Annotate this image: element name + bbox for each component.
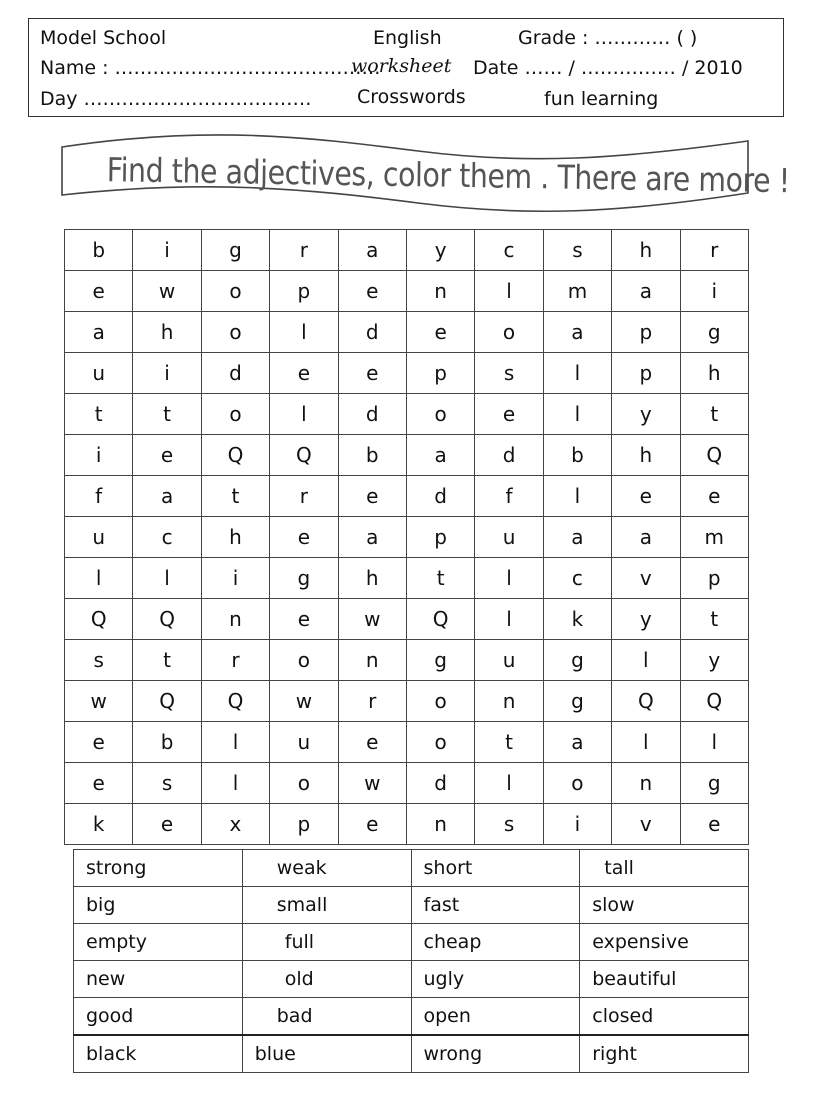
grid-cell[interactable]: h <box>680 353 748 394</box>
word-list-cell: slow <box>580 887 749 924</box>
grid-cell[interactable]: r <box>270 230 338 271</box>
grid-cell[interactable]: c <box>133 517 201 558</box>
grid-cell[interactable]: h <box>201 517 269 558</box>
word-list-cell: ugly <box>411 961 580 998</box>
grid-cell[interactable]: e <box>65 271 133 312</box>
grid-cell[interactable]: x <box>201 804 269 845</box>
grid-cell[interactable]: o <box>406 681 474 722</box>
grid-cell[interactable]: i <box>680 271 748 312</box>
grid-cell[interactable]: e <box>338 271 406 312</box>
grid-cell[interactable]: i <box>201 558 269 599</box>
grid-cell[interactable]: h <box>612 435 680 476</box>
grid-cell[interactable]: g <box>543 681 611 722</box>
grid-cell[interactable]: o <box>201 312 269 353</box>
word-list-cell: old <box>242 961 411 998</box>
word-list-row <box>74 850 749 887</box>
grid-cell[interactable]: i <box>133 353 201 394</box>
grid-cell[interactable]: w <box>270 681 338 722</box>
word-search-grid <box>64 229 749 845</box>
grid-cell[interactable]: b <box>65 230 133 271</box>
grid-cell[interactable]: l <box>680 722 748 763</box>
grid-cell[interactable]: e <box>680 476 748 517</box>
day-field: Day ……………………………… <box>40 88 312 110</box>
grid-cell[interactable]: n <box>338 640 406 681</box>
word-list-cell: big <box>74 887 243 924</box>
grid-cell[interactable]: u <box>270 722 338 763</box>
grid-cell[interactable]: w <box>338 599 406 640</box>
subject-label: English <box>373 27 442 49</box>
word-list-cell: cheap <box>411 924 580 961</box>
grid-cell[interactable]: d <box>338 394 406 435</box>
grid-cell[interactable]: e <box>475 394 543 435</box>
word-list-cell: beautiful <box>580 961 749 998</box>
grid-cell[interactable]: l <box>475 558 543 599</box>
grid-cell[interactable]: t <box>680 599 748 640</box>
grid-cell[interactable]: a <box>133 476 201 517</box>
grid-cell[interactable]: e <box>406 312 474 353</box>
worksheet-header <box>28 18 784 117</box>
grid-cell[interactable]: u <box>475 517 543 558</box>
grid-row <box>65 394 749 435</box>
grid-cell[interactable]: n <box>475 681 543 722</box>
grid-cell[interactable]: p <box>680 558 748 599</box>
grid-cell[interactable]: d <box>475 435 543 476</box>
grid-cell[interactable]: m <box>543 271 611 312</box>
grid-cell[interactable]: w <box>133 271 201 312</box>
grid-cell[interactable]: e <box>133 804 201 845</box>
grid-cell[interactable]: e <box>338 476 406 517</box>
grid-cell[interactable]: l <box>612 640 680 681</box>
grid-cell[interactable]: f <box>475 476 543 517</box>
grid-cell[interactable]: w <box>65 681 133 722</box>
grid-cell[interactable]: Q <box>201 435 269 476</box>
grid-cell[interactable]: m <box>680 517 748 558</box>
word-list-cell: new <box>74 961 243 998</box>
grid-cell[interactable]: o <box>406 394 474 435</box>
grid-cell[interactable]: r <box>338 681 406 722</box>
grid-cell[interactable]: g <box>680 763 748 804</box>
grid-cell[interactable]: a <box>543 517 611 558</box>
grid-cell[interactable]: h <box>612 230 680 271</box>
grid-cell[interactable]: f <box>65 476 133 517</box>
grid-cell[interactable]: p <box>270 271 338 312</box>
grid-row <box>65 271 749 312</box>
grid-cell[interactable]: l <box>133 558 201 599</box>
grid-cell[interactable]: t <box>65 394 133 435</box>
grid-cell[interactable]: t <box>406 558 474 599</box>
grid-row <box>65 558 749 599</box>
grid-cell[interactable]: t <box>680 394 748 435</box>
grid-row <box>65 230 749 271</box>
grid-cell[interactable]: a <box>543 312 611 353</box>
grid-cell[interactable]: d <box>201 353 269 394</box>
grid-cell[interactable]: n <box>406 271 474 312</box>
grid-cell[interactable]: g <box>543 640 611 681</box>
grid-cell[interactable]: d <box>406 476 474 517</box>
grid-cell[interactable]: u <box>65 517 133 558</box>
grid-cell[interactable]: p <box>270 804 338 845</box>
grid-cell[interactable]: e <box>338 804 406 845</box>
grid-cell[interactable]: s <box>475 353 543 394</box>
grid-cell[interactable]: y <box>680 640 748 681</box>
date-field: Date …… / …………… / 2010 <box>473 57 743 79</box>
word-list-cell: strong <box>74 850 243 887</box>
grid-cell[interactable]: e <box>270 599 338 640</box>
grid-cell[interactable]: h <box>133 312 201 353</box>
grid-cell[interactable]: r <box>270 476 338 517</box>
grid-cell[interactable]: e <box>338 353 406 394</box>
word-list-cell: expensive <box>580 924 749 961</box>
grid-cell[interactable]: l <box>543 394 611 435</box>
word-list-row <box>74 961 749 998</box>
grid-cell[interactable]: a <box>543 722 611 763</box>
grid-cell[interactable]: s <box>133 763 201 804</box>
grid-cell[interactable]: a <box>612 517 680 558</box>
grid-cell[interactable]: p <box>406 353 474 394</box>
grid-cell[interactable]: g <box>680 312 748 353</box>
grid-cell[interactable]: i <box>133 230 201 271</box>
word-list-cell: fast <box>411 887 580 924</box>
grid-cell[interactable]: b <box>543 435 611 476</box>
grid-cell[interactable]: l <box>475 271 543 312</box>
grid-row <box>65 312 749 353</box>
crosswords-label: Crosswords <box>357 86 466 108</box>
grid-cell[interactable]: t <box>475 722 543 763</box>
grid-cell[interactable]: c <box>475 230 543 271</box>
grid-row <box>65 517 749 558</box>
grid-cell[interactable]: e <box>270 353 338 394</box>
grid-cell[interactable]: g <box>270 558 338 599</box>
word-list-cell: closed <box>580 998 749 1036</box>
grid-cell[interactable]: a <box>65 312 133 353</box>
grid-row <box>65 640 749 681</box>
grade-field: Grade : ………… ( ) <box>518 27 698 49</box>
grid-cell[interactable]: w <box>338 763 406 804</box>
grid-cell[interactable]: a <box>338 517 406 558</box>
grid-cell[interactable]: o <box>270 640 338 681</box>
grid-cell[interactable]: h <box>338 558 406 599</box>
word-list-row <box>74 887 749 924</box>
grid-row <box>65 476 749 517</box>
grid-cell[interactable]: Q <box>612 681 680 722</box>
grid-cell[interactable]: i <box>543 804 611 845</box>
word-list-cell: weak <box>242 850 411 887</box>
grid-cell[interactable]: Q <box>133 681 201 722</box>
grid-cell[interactable]: i <box>65 435 133 476</box>
grid-row <box>65 763 749 804</box>
grid-cell[interactable]: r <box>680 230 748 271</box>
word-list-cell: right <box>580 1035 749 1073</box>
grid-cell[interactable]: g <box>406 640 474 681</box>
grid-cell[interactable]: u <box>475 640 543 681</box>
grid-cell[interactable]: l <box>270 312 338 353</box>
grid-cell[interactable]: p <box>612 312 680 353</box>
grid-cell[interactable]: a <box>406 435 474 476</box>
grid-cell[interactable]: t <box>133 640 201 681</box>
grid-cell[interactable]: l <box>65 558 133 599</box>
grid-cell[interactable]: y <box>612 599 680 640</box>
grid-cell[interactable]: p <box>612 353 680 394</box>
word-list-row <box>74 1035 749 1073</box>
grid-cell[interactable]: o <box>543 763 611 804</box>
grid-cell[interactable]: o <box>475 312 543 353</box>
grid-cell[interactable]: e <box>270 517 338 558</box>
banner-instruction-text: Find the adjectives, color them . There are more ! <box>106 150 790 201</box>
grid-cell[interactable]: Q <box>201 681 269 722</box>
word-list-cell: tall <box>580 850 749 887</box>
grid-row <box>65 681 749 722</box>
grid-cell[interactable]: e <box>65 763 133 804</box>
grid-cell[interactable]: v <box>612 804 680 845</box>
grid-cell[interactable]: t <box>201 476 269 517</box>
grid-row <box>65 722 749 763</box>
word-list-row <box>74 924 749 961</box>
grid-row <box>65 435 749 476</box>
grid-cell[interactable]: r <box>201 640 269 681</box>
grid-cell[interactable]: b <box>338 435 406 476</box>
grid-cell[interactable]: l <box>201 763 269 804</box>
grid-cell[interactable]: Q <box>406 599 474 640</box>
grid-cell[interactable]: e <box>612 476 680 517</box>
grid-cell[interactable]: l <box>270 394 338 435</box>
word-list-cell: full <box>242 924 411 961</box>
grid-cell[interactable]: t <box>133 394 201 435</box>
grid-cell[interactable]: Q <box>680 681 748 722</box>
grid-cell[interactable]: d <box>406 763 474 804</box>
grid-cell[interactable]: n <box>612 763 680 804</box>
grid-cell[interactable]: o <box>201 394 269 435</box>
grid-cell[interactable]: k <box>543 599 611 640</box>
grid-row <box>65 804 749 845</box>
grid-cell[interactable]: l <box>201 722 269 763</box>
grid-cell[interactable]: d <box>338 312 406 353</box>
grid-cell[interactable]: u <box>65 353 133 394</box>
grid-cell[interactable]: y <box>612 394 680 435</box>
adjective-word-list <box>73 849 749 1073</box>
grid-cell[interactable]: p <box>406 517 474 558</box>
grid-cell[interactable]: e <box>680 804 748 845</box>
grid-cell[interactable]: e <box>338 722 406 763</box>
worksheet-label: worksheet <box>351 55 452 77</box>
word-list-row <box>74 998 749 1036</box>
grid-cell[interactable]: s <box>543 230 611 271</box>
grid-cell[interactable]: g <box>201 230 269 271</box>
grid-cell[interactable]: c <box>543 558 611 599</box>
word-list-cell: short <box>411 850 580 887</box>
grid-cell[interactable]: l <box>475 599 543 640</box>
grid-cell[interactable]: Q <box>680 435 748 476</box>
grid-cell[interactable]: l <box>475 763 543 804</box>
grid-cell[interactable]: l <box>543 476 611 517</box>
grid-cell[interactable]: b <box>133 722 201 763</box>
word-list-cell: bad <box>242 998 411 1036</box>
grid-cell[interactable]: Q <box>133 599 201 640</box>
grid-cell[interactable]: Q <box>65 599 133 640</box>
instruction-banner <box>58 133 790 225</box>
grid-cell[interactable]: o <box>270 763 338 804</box>
grid-cell[interactable]: y <box>406 230 474 271</box>
word-list-cell: small <box>242 887 411 924</box>
grid-cell[interactable]: v <box>612 558 680 599</box>
school-name: Model School <box>40 27 167 49</box>
grid-row <box>65 599 749 640</box>
grid-cell[interactable]: o <box>406 722 474 763</box>
fun-learning-label: fun learning <box>544 88 659 110</box>
word-list-cell: good <box>74 998 243 1036</box>
name-field: Name : …………………………………… <box>40 57 381 79</box>
word-list-cell: wrong <box>411 1035 580 1073</box>
grid-cell[interactable]: l <box>612 722 680 763</box>
word-list-cell: open <box>411 998 580 1036</box>
grid-cell[interactable]: e <box>65 722 133 763</box>
grid-cell[interactable]: n <box>201 599 269 640</box>
grid-cell[interactable]: s <box>65 640 133 681</box>
grid-cell[interactable]: k <box>65 804 133 845</box>
word-list-cell: black <box>74 1035 243 1073</box>
grid-cell[interactable]: a <box>338 230 406 271</box>
grid-cell[interactable]: e <box>133 435 201 476</box>
grid-row <box>65 353 749 394</box>
word-list-cell: blue <box>242 1035 411 1073</box>
grid-cell[interactable]: o <box>201 271 269 312</box>
word-list-cell: empty <box>74 924 243 961</box>
grid-cell[interactable]: n <box>406 804 474 845</box>
grid-cell[interactable]: s <box>475 804 543 845</box>
grid-cell[interactable]: l <box>543 353 611 394</box>
grid-cell[interactable]: Q <box>270 435 338 476</box>
grid-cell[interactable]: a <box>612 271 680 312</box>
